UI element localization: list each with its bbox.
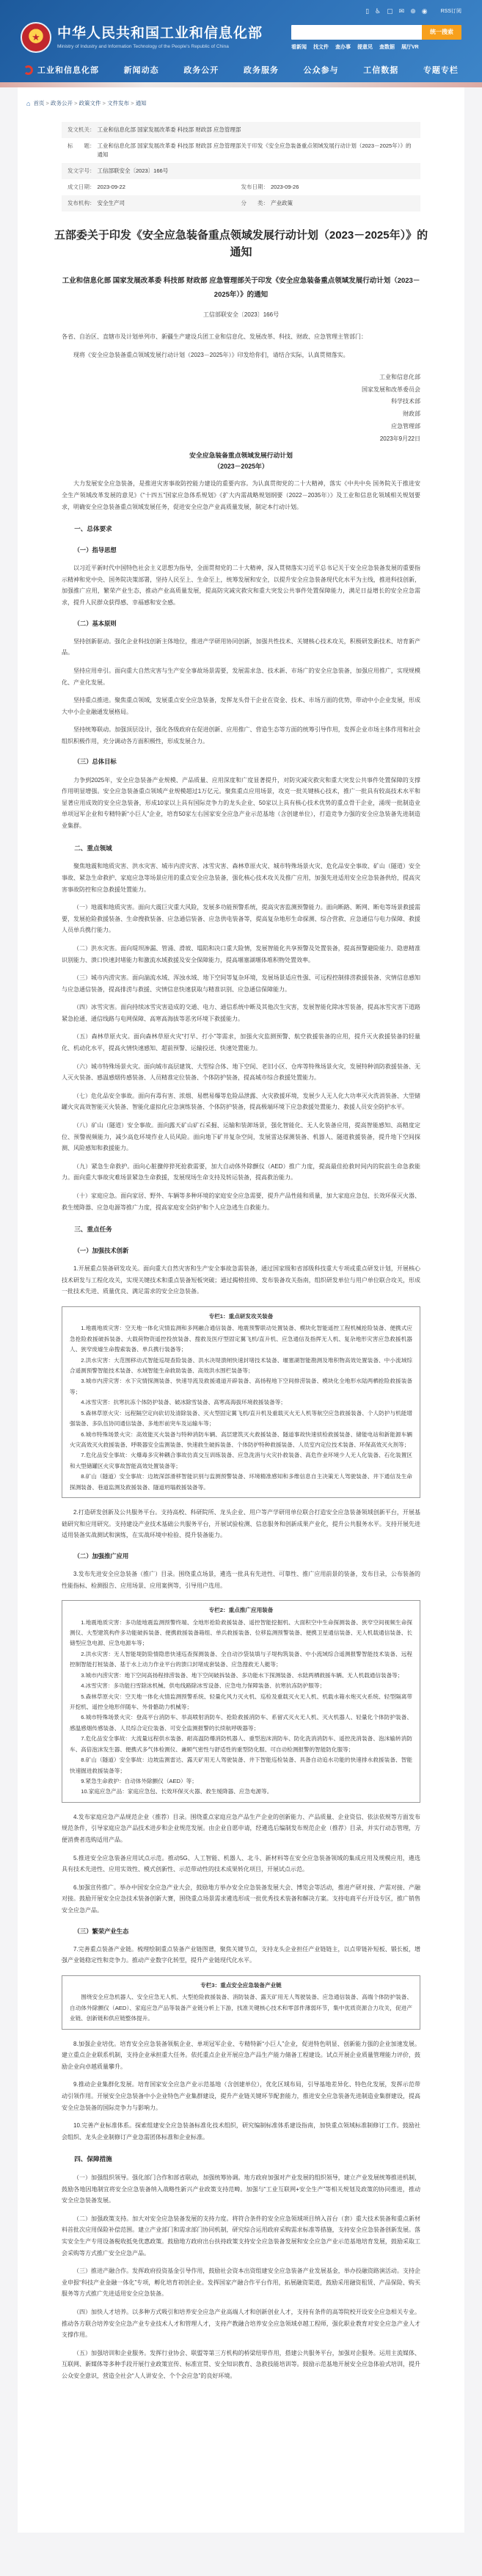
doc-signature-block — [62, 372, 420, 446]
doc-section-heading: 一、总体要求 — [74, 525, 112, 533]
page-title: 五部委关于印发《安全应急装备重点领域发展行动计划（2023－2025年）》的通知 — [54, 229, 428, 258]
meta-value: 工信部联安全〔2023〕166号 — [97, 167, 169, 174]
doc-paragraph: （二）洪水灾害。面向堤坝渗漏、管涌、滑坡、塌陷和决口重大险情，发展智能化共享预警及处置装备，提高预警避险能力、隐患精准识别能力、溃口快速封堵能力和激流水域救援及安全保障能力，提高堰塞湖堰体堆积物处置效率。 — [62, 944, 420, 963]
nav-emblem-icon[interactable] — [23, 65, 33, 75]
doc-paragraph: 7.完善重点装备产业链。梳理绘制重点装备产业链图谱，聚焦关键节点，支持龙头企业担任产业链链主，以点带链补短板、锻长板，增强产业链稳定性和竞争力。推动产业数字化转型，提升产业链现代化水平。 — [62, 1945, 420, 1964]
quick-link[interactable]: 展厅VR — [401, 44, 419, 50]
doc-paragraph: （二）加强政策支持。加大对安全应急装备发展的支持力度。将符合条件的安全应急领域项目纳入首台（套）重大技术装备和重点新材料首批次应用保险补偿范围。建立产业部门和需求部门协同机制，研究综合运用政府采购需求标准等措施，支持安全应急装备创新发展。落实安全生产专用设备税收抵免优惠政策。鼓励地方政府出台扶持政策支持安全应急装备发展和安全应急产业示范基地培育发展，鼓励采取工会采购等方式推广安全应急产品。 — [62, 2215, 420, 2257]
nav-item[interactable]: 政务服务 — [243, 66, 279, 75]
doc-signature-line: 科学技术部 — [391, 398, 420, 405]
brand[interactable] — [21, 22, 263, 53]
nav-item[interactable]: 工信数据 — [363, 66, 399, 75]
doc-paragraph: （四）加快人才培养。以多种方式吸引和培养安全应急产业高端人才和创新创业人才，支持有条件的高等院校开设安全应急相关专业。推动各方联合培养安全应急产业专业技术人才和管理人才，支持产教融合培养安全应急领域卓越工程师，强化职业教育对安全应急产业人才支撑作用。 — [62, 2309, 420, 2339]
doc-paragraph: （三）推进产融合作。发挥政府投资基金引导作用，鼓励社会资本出资组建安全应急装备产业发展基金，举办投融资路演活动。支持企业申报“科技产业金融一体化”专项，孵化培育初创企业。发挥国家产融合作平台作用，拓展融资渠道，鼓励采用融资租赁、产品保险、购买服务等方式推广先进适用安全应急装备。 — [62, 2268, 420, 2298]
quick-link[interactable]: 提意见 — [357, 44, 373, 50]
doc-subsection-heading: （一）指导思想 — [73, 546, 117, 554]
quick-link[interactable]: 找文件 — [313, 44, 329, 50]
breadcrumb-item[interactable]: 政务公开 — [51, 100, 73, 106]
column-box-line: 7.危化品安全事故：火爆毒多灾种耦合事故仿真交互训练装备、应急洗消与火灾扑救装备、高危作业环境少人无人化装备、石化装置区和大型储罐区火灾事故智能高效处置装备等； — [70, 1452, 412, 1469]
doc-column-box — [62, 1975, 420, 2030]
content-card — [18, 87, 464, 2533]
breadcrumb-separator: > — [44, 100, 51, 106]
nav-item[interactable]: 工业和信息化部 — [37, 66, 99, 75]
column-box-line: 围绕安全应急机器人、安全应急无人机、大型抢险救援装备、消防装备、露天矿用无人驾驶装备、应急通信装备、高端个体防护装备、自动体外除颤仪（AED）、家庭应急产品等装备产业链分析上下游，找准关键核心技术和零部件薄弱环节，集中优质资源合力攻关，促进产业链、创新链和供应链整体提升。 — [70, 1994, 412, 2022]
column-box-line: 2.洪水灾害：大范围移动式智能巡堤查险装备、洪水决堤溃闸快速封堵技术装备、堰塞湖智能勘测及堆积物高效处置装备、中小流域综合遥测预警智能技术装备、水域智能生命救助装备、高效洪水围栏装备等； — [70, 1356, 412, 1375]
meta-cell — [241, 183, 415, 192]
doc-paragraph: （五）加强培训和企业服务。发挥行业协会、联盟等第三方机构的桥梁纽带作用，搭建公共服务平台，加强对企服务。运用主流媒体、互联网、新媒体等多种手段开展行业政策宣传、标准宣贯、安全知识教育、急救技能培训等。鼓励示范基地开展安全应急体验式培训，提升公众安全意识，营造全社会“人人讲安全、个个会应急”的良好环境。 — [62, 2349, 420, 2380]
column-box-line: 2.洪水灾害：无人智能堤防险情隐患快速巡查探测装备、全自动沙袋装填与子堤构筑装备、中小流域综合遥测报警智能技术装备、远程控制智能打桩装备、基于水上动力作业平台的溃口封堵成套装备、应急搜救无人艇等； — [70, 1650, 412, 1668]
column-box-line: 6.城市特殊场景火灾：高效能灭火装备与特种消防车辆、高层建筑灭火救援装备、隧道事故快速侦检救援装备、储能电站和新能源车辆火灾高效灭火救援装备、呼吸器安全监测装备、快速救生破拆装备、个体防护特种救援装备、人员室内定位技术装备、环保高效灭火剂等； — [70, 1430, 412, 1448]
doc-column-box — [62, 1306, 420, 1498]
breadcrumb-separator: > — [73, 100, 79, 106]
breadcrumb — [18, 95, 464, 117]
meta-value: 工业和信息化部 国家发展改革委 科技部 财政部 应急管理部 — [97, 126, 241, 133]
breadcrumb-item[interactable]: 文件发布 — [107, 100, 130, 106]
doc-paragraph: （七）危化品安全事故。面向有毒有害、浓烟、易燃易爆等危险品泄露、火灾救援环境，发展少人无人化大功率灭火洗消装备、大型储罐火灾高效智能灭火装备、智能化虚拟化应急演练装备、个体防护装备，提高极端环境下应急救援处置能力、救援人员安全防护水平。 — [62, 1092, 420, 1111]
doc-subsection-heading: （三）繁荣产业生态 — [73, 1927, 129, 1935]
column-box-line: 5.森林草原火灾：远程隔空定向砍切及清除装备、灭火型固定翼飞机/直升机及重载灭火无人机等航空应急救援装备、个人防护与机能增强装备、多队伍协同通信装备、多地形前突车及运输车等； — [70, 1409, 412, 1428]
doc-section-heading: 三、重点任务 — [74, 1226, 112, 1234]
accessibility-icon[interactable]: ♿ — [375, 7, 381, 15]
column-box-title: 专栏2：重点推广应用装备 — [208, 1607, 274, 1614]
column-box-line: 3.城市内涝灾害：地下空间高扬程排涝装备、地下空间破拆装备、多功能水下探测装备、水陆两栖救援车辆、无人机载通信装备等； — [81, 1671, 404, 1679]
meta-cell — [241, 199, 415, 208]
column-box-title: 专栏1：重点研发攻关装备 — [208, 1312, 274, 1320]
breadcrumb-separator: > — [129, 100, 136, 106]
search-input[interactable] — [291, 25, 422, 40]
doc-title: 工业和信息化部 国家发展改革委 科技部 财政部 应急管理部关于印发《安全应急装备重点领域发展行动计划（2023－2025年）》的通知 — [62, 277, 420, 299]
doc-paragraph: 聚焦地震和地质灾害、洪水灾害、城市内涝灾害、冰雪灾害、森林草原火灾、城市特殊场景火灾、危化品安全事故、矿山（隧道）安全事故、紧急生命救护、家庭应急等场景应用的重点安全应急装备，强化核心技术攻关及推广应用，加强先进适用安全应急装备供给，提高灾害事故防控和应急救援处置能力。 — [62, 863, 420, 893]
mobile-icon[interactable]: ▯ — [365, 7, 370, 15]
meta-row — [62, 138, 420, 163]
doc-reference-number: 工信部联安全〔2023〕166号 — [202, 311, 280, 318]
doc-paragraph: 4.发布家庭应急产品规范企业（推荐）目录。围绕重点家庭应急产品生产企业的创新能力、产品质量、企业资信、依法依规等方面发布规范条件，引导家庭应急产品技术进步和企业规范发展。由企业自愿申请，经遴选后编制发布规范企业（推荐）目录，并实行动态管理，方便消费者选购适用产品。 — [62, 1813, 420, 1843]
doc-signature-line: 国家发展和改革委员会 — [362, 386, 420, 393]
doc-subsection-heading: （一）加强技术创新 — [73, 1246, 129, 1254]
doc-paragraph: （六）城市特殊场景火灾。面向城市高层建筑、大型综合体、地下空间、老旧小区、仓库等特殊场景火灾，发展特种消防救援装备、无人灭火装备、感温感烟传感装备、人员精准定位装备、个体防护装备，提高城市综合救援处置能力。 — [62, 1063, 420, 1082]
doc-salutation: 各省、自治区、直辖市及计划单列市、新疆生产建设兵团工业和信息化、发展改革、科技、财政、应急管理主管部门： — [62, 333, 367, 340]
meta-row — [62, 163, 420, 179]
doc-paragraph: 坚持创新驱动。强化企业科技创新主体地位，推进产学研用协同创新，加强共性技术、关键核心技术攻关，积极研发新技术、培育新产品。 — [62, 637, 420, 656]
meta-value: 2023-09-26 — [271, 184, 299, 190]
breadcrumb-item[interactable]: 政策文件 — [78, 100, 101, 106]
doc-section-heading: 四、保障措施 — [74, 2155, 112, 2163]
meta-value: 产业政策 — [271, 200, 293, 206]
meta-label: 分 类： — [241, 200, 269, 206]
doc-paragraph: （九）紧急生命救护。面向心脏骤停猝死抢救需要，加大自动体外除颤仪（AED）推广力度，提高最佳抢救时间内的院前生命急救能力。面向重大事故灾难场景紧急生命救援，发展现场生命支持及转运装备，提高救治能力。 — [62, 1162, 420, 1182]
nav-item[interactable]: 政务公开 — [183, 66, 219, 75]
quick-link[interactable]: 查数据 — [379, 44, 395, 50]
doc-paragraph: （一）地震和地质灾害。面向大震巨灾重大风险，发展多功能预警系统，提高灾害监测预警能力。面向断路、断网、断电等场景救援需要，发展抢险救援装备、生命搜救装备、应急通信装备、应急供电装备等，提高复杂地形生命探测、综合营救、应急通信与电力保障、救援人员单兵携行能力。 — [62, 904, 420, 934]
meta-row — [62, 179, 420, 195]
meta-label: 发文字号： — [67, 167, 95, 174]
meta-label: 发布机构： — [67, 200, 95, 206]
meta-label: 发布日期： — [241, 184, 269, 190]
doc-paragraph: 3.发布先进安全应急装备（推广）目录。围绕重点场景，遴选一批具有先进性、可靠性、推广应用前景的装备，发布目录，公布装备的性能指标、检测报告、应用场景、应用案例等，引导用户选用。 — [62, 1571, 420, 1589]
meta-value: 安全生产司 — [97, 200, 125, 206]
rss-link[interactable]: RSS订阅 — [440, 9, 461, 14]
doc-paragraph: 现将《安全应急装备重点领域发展行动计划（2023－2025年）》印发给你们，请结合实际，认真贯彻落实。 — [73, 352, 349, 359]
column-box-line: 6.城市特殊场景火灾：登高平台消防车、举高喷射消防车、抢险救援消防车、系留式灭火无人机、灭火机器人、轻量化个体防护装备、感温感烟传感装备、人员综合定位装备、可安全监测报警的长续航呼吸器等； — [70, 1714, 412, 1732]
banner-decor-strip — [0, 82, 482, 87]
nav-item[interactable]: 专题专栏 — [423, 66, 459, 75]
doc-paragraph: （五）森林草原火灾。面向森林草原火灾“打早、打小”等需求，加强火灾监测预警、航空救援装备的应用，提升灭火救援装备的轻量化、机动化水平，提高火情快速感知、超前预警、运输投送、快速处置能力。 — [62, 1033, 420, 1052]
column-box-line: 4.冰雪灾害：抗寒抗冻个体防护装备、破冰除雪装备、高寒高海拔环境救援装备等； — [81, 1399, 286, 1406]
doc-column-box — [62, 1600, 420, 1803]
doc-plan-title: 安全应急装备重点领域发展行动计划 — [189, 451, 293, 459]
doc-paragraph: 坚持统筹联动。加强顶层设计，强化各级政府在促进创新、应用推广、营造生态等方面的统筹引导作用，发挥企业市场主体作用和社会组织积极作用，充分调动各方面积极性，形成发展合力。 — [62, 726, 420, 745]
column-box-line: 8.矿山（隧道）安全事故：边坡监测雷达、露天矿用无人驾驶装备、井下智能巡检装备、具备自动追水功能的快速排水救援装备、智能快速掘进救援装备等； — [70, 1756, 412, 1774]
column-box-line: 3.城市内涝灾害：水下灾情探测装备、快速导流及救援通道开辟装备、高扬程地下空间排涝装备、模块化全地形水陆两栖抢险救援装备等； — [70, 1378, 412, 1395]
search-button[interactable]: 统一搜索 — [422, 25, 461, 40]
column-box-line: 1.地震地质灾害：空天地一体化灾情监测和多网融合通信装备、地震预警联动处置装备、模块化智能遥控工程机械抢险装备、便携式应急抢险救援破拆装备、大载荷物资遥控投放装备、搜救及医疗型固定翼飞机/直升机、应急通信及指挥无人机、复杂地形灾害应急救援机器人、狭窄废墟生命搜索装备、单兵携行装备等； — [70, 1325, 412, 1353]
main-nav — [21, 59, 461, 82]
quick-link[interactable]: 查办事 — [335, 44, 351, 50]
doc-signature-line: 应急管理部 — [391, 422, 420, 430]
column-box-line: 7.危化品安全事故：大流量远程供水装备、耐高温防爆消防机器人、重型泡沫消防车、防化洗消消防车、遥控洗消装备、泡沫输转消防车、高倍泡沫发生器、便携式多气体检测仪、兼顾气密性与舒适性的重型防化服、可自动检测报警的智能防化服等； — [70, 1735, 412, 1753]
doc-section-heading: 二、重点领域 — [74, 844, 112, 852]
meta-label: 成文日期： — [67, 184, 95, 190]
doc-subsection-heading: （二）加强推广应用 — [73, 1552, 129, 1560]
column-box-line: 1.地震地质灾害：多功能地震监测预警终端、全地形抢险救援装备、遥控智能挖掘机、大面积空中生命探测装备、狭窄空间视频生命探测仪、大型建筑构件多功能破拆装备、便携救援装备箱组、单兵救援装备、位移监测预警装备、便携卫星通信装备、无人机载通信装备、长储型应急电源、应急电源车等； — [70, 1618, 412, 1647]
doc-paragraph: （八）矿山（隧道）安全事故。面向露天矿山矿石采掘、运输和装卸场景，强化智能化、无人化装备应用，提高智能感知、高精度定位、预警视频能力，减少高危环境作业人员风险。面向地下矿井复杂空间，发展雷达探测装备、机器人、隧道救援装备，提升地下空间探测、风险感知和救援能力。 — [62, 1122, 420, 1152]
meta-label: 发文机关： — [67, 126, 95, 133]
column-box-line: 5.森林草原火灾：空天地一体化火情监测预警系统、轻量化风力灭火机、巡检及重载灭火无人机、机载水箱水炮灭火系统、轻型隔离带开挖机、遥控全地形伴随车、外骨骼助力机械等； — [70, 1693, 412, 1711]
doc-paragraph: 1.开展重点装备研发攻关。面向重大自然灾害和生产安全事故急需装备，通过国家级和省部级科技重大专项或重点研发计划，开展核心技术研发与工程化攻关，实现关键技术和重点装备短板突破；通过揭榜挂帅、发布装备攻关指南，组织研发单位与用户单位联合攻关，形成一批技术先进、质量优良、满足需求的安全应急装备。 — [62, 1265, 420, 1295]
column-box-title: 专栏3：重点安全应急装备产业链 — [200, 1981, 282, 1989]
doc-paragraph: 坚持重点推进。聚焦重点领域，发展重点安全应急装备，发挥龙头骨干企业在资金、技术、市场方面的优势，带动中小企业发展，形成大中小企业融通发展格局。 — [62, 697, 420, 715]
doc-subsection-heading: （三）总体目标 — [73, 758, 117, 766]
home-icon[interactable]: ⌂ — [26, 99, 31, 107]
meta-cell — [67, 167, 415, 176]
doc-paragraph: 9.推动企业集群化发展。培育国家安全应急产业示范基地（含创建单位），优化区域布局，引导基地差异化、特色化发展，发挥示范带动引领作用。开展安全应急装备中小企业特色产业集群建设，提升产业链关键环节配套能力，推进安全应急装备先进制造业集群建设，提高安全应急装备的国际竞争力与影响力。 — [62, 2081, 420, 2111]
document-meta-table — [62, 122, 420, 211]
doc-plan-title: （2023－2025年） — [213, 462, 269, 470]
elderly-mode-icon[interactable]: ▢ — [387, 7, 393, 15]
meta-cell — [67, 183, 241, 192]
column-box-line: 4.冰雪灾害：多功能扫雪除冰机械、供电线路除冰雪设备、应急电力保障装备、抗寒抗冻防护服等； — [81, 1682, 326, 1690]
doc-subsection-heading: （二）基本原则 — [73, 619, 117, 627]
weibo-icon[interactable]: ◉ — [421, 7, 428, 15]
column-box-line: 8.矿山（隧道）安全事故：边坡深部滑移智能识别与监测预警装备、环境精准感知和多维信息自主决策无人驾驶装备、井下通信及生命探测装备、巷道监测及救援装备、隧道坍塌救援装备等。 — [70, 1473, 412, 1491]
meta-cell — [67, 142, 415, 159]
mail-icon[interactable]: ✉ — [398, 7, 405, 15]
nav-item[interactable]: 公众参与 — [303, 66, 339, 75]
breadcrumb-item[interactable]: 首页 — [33, 100, 45, 106]
doc-paragraph: （四）冰雪灾害。面向持续冰雪灾害造成的交通、电力、通信系统中断及其他次生灾害，发展智能化除冰雪装备，提高冰雪灾害下道路紧急抢通、通信线路与电网保障、高寒高海拔等恶劣环境下救援能力。 — [62, 1004, 420, 1022]
nav-item[interactable]: 新闻动态 — [123, 66, 159, 75]
doc-paragraph: 10.完善产业标准体系。探索组建安全应急装备标准化技术组织，研究编制标准体系建设指南，加快重点领域标准制修订工作。鼓励社会组织、龙头企业制修订产业急需团体标准和企业标准。 — [62, 2122, 420, 2141]
doc-signature-line: 2023年9月22日 — [379, 435, 420, 442]
doc-paragraph: 5.推进安全应急装备应用试点示范。推动5G、人工智能、机器人、北斗、新材料等在安全应急装备领域的集成应用及规模应用，遴选具有技术先进性、应用实效性、模式创新性、示范带动性的技术成果转化项目，开展试点示范。 — [62, 1854, 420, 1873]
column-box-line: 9.紧急生命救护：自动体外除颤仪（AED）等； — [81, 1777, 197, 1784]
doc-signature-line: 工业和信息化部 — [379, 373, 420, 380]
doc-paragraph: 2.打造研发创新及公共服务平台。支持高校、科研院所、龙头企业、用户等产学研用单位联合打造安全应急装备领域创新平台，开展基础研究和应用研究。支持建设产业技术基础公共服务平台，开展试验检测、信息服务和创新成果产业化，提升公共服务水平。支持开展先进适用装备实战测试和演练，在实战环境中检验、提升装备能力。 — [62, 1509, 420, 1539]
doc-paragraph: 以习近平新时代中国特色社会主义思想为指导，全面贯彻党的二十大精神，深入贯彻落实习近平总书记关于安全应急装备发展的重要指示精神和党中央、国务院决策部署，坚持人民至上、生命至上，统筹发展和安全，以提升安全应急装备现代化水平为主线，推进科技创新，加强推广应用，繁荣产业生态，推动产业高质量发展，提高防灾减灾救灾和重大突发公共事件处置保障能力，满足日益增长的安全应急需求，提升人民群众获得感、幸福感和安全感。 — [62, 565, 420, 606]
doc-paragraph: 坚持应用牵引。面向重大自然灾害与生产安全事故场景需要，发展需求急、技术新、市场广的安全应急装备，加强应用推广，实现规模化、产业化发展。 — [62, 667, 420, 686]
meta-value: 2023-09-22 — [97, 184, 125, 190]
breadcrumb-item: 通知 — [135, 100, 147, 106]
utility-icons — [365, 8, 434, 15]
doc-paragraph: （一）加强组织领导。强化部门合作和部省联动，加强统筹协调。地方政府加强对产业发展的组织领导，建立产业发展统筹推进机制，鼓励各地因地制宜将安全应急装备纳入战略性新兴产业政策支持范畴。加强与“工业互联网+安全生产”等相关规划及政策的协同推进，推动安全应急装备发展。 — [62, 2174, 420, 2204]
doc-paragraph: （三）城市内涝灾害。面向湍流水域、浑浊水域、地下空间等复杂环境，发展场景适应性强、可远程控制排涝救援装备、灾情信息感知与应急通信装备，提高排涝与救援、灾情信息快速获取与精准识别、应急通信保障能力。 — [62, 974, 420, 993]
meta-value: 工业和信息化部 国家发展改革委 科技部 财政部 应急管理部关于印发《安全应急装备重点领域发展行动计划（2023－2025年）》的通知 — [97, 142, 412, 158]
doc-signature-line: 财政部 — [403, 410, 420, 418]
doc-paragraph: 6.加强宣传推广。举办中国安全应急产业大会，鼓励地方举办安全应急装备发展大会、博览会等活动，推进产研对接、产需对接、产融对接。鼓励开展安全应急技术装备创新大赛，围绕重点场景需求遴选形成一批优秀技术装备和解决方案。支持电商平台开设专区，推广销售安全应急产品。 — [62, 1884, 420, 1914]
meta-row — [62, 195, 420, 211]
national-emblem-icon: ★ — [21, 22, 51, 53]
meta-row — [62, 122, 420, 138]
ministry-name: 中华人民共和国工业和信息化部 — [57, 26, 263, 42]
utility-bar — [21, 4, 461, 18]
doc-paragraph: 大力发展安全应急装备，是推进灾害事故防控能力建设的重要内容。为认真贯彻党的二十大精神，落实《中共中央 国务院关于推进安全生产领域改革发展的意见》《“十四五”国家应急体系规划》《扩大内需战略规划纲要（2022－2035年）》及工业和信息化领域相关规划要求，明确安全应急装备重点领域发展任务，促进安全应急产业高质量发展，制定本行动计划。 — [62, 480, 420, 510]
meta-cell — [67, 199, 241, 208]
document-body — [62, 274, 420, 2382]
quick-link[interactable]: 看新闻 — [291, 44, 307, 50]
share-icon[interactable]: ⊕ — [410, 7, 416, 15]
doc-paragraph: （十）家庭应急。面向家居、野外、车辆等多种环境的家庭安全应急需要，提升产品性能和质量，加大家庭应急包、长效环保灭火器、救生缓降器、应急电源等推广力度，提高家庭安全防护和个人应急逃生自救能力。 — [62, 1193, 420, 1211]
doc-paragraph: 8.加强企业培优。培育安全应急装备领航企业、单项冠军企业、专精特新“小巨人”企业，促进特色明显、创新能力强的企业加速发展。建立重点企业联系机制，支持企业承担重大任务。依托重点企业开展应急产品生产能力储备工程建设。试点开展企业质量管理能力评价，鼓励企业向卓越质量攀升。 — [62, 2040, 420, 2070]
column-box-line: 10.家庭应急产品：家庭应急包、长效环保灭火器、救生缓降器、应急电源等。 — [81, 1788, 273, 1795]
meta-label: 标 题： — [67, 142, 95, 149]
search-quick-links — [291, 43, 461, 51]
site-banner — [0, 0, 482, 82]
doc-paragraph: 力争到2025年，安全应急装备产业规模、产品质量、应用深度和广度显著提升，对防灾减灾救灾和重大突发公共事件处置保障的支撑作用明显增强。安全应急装备重点领域产业规模超过1万亿元。聚焦重点应用场景，攻克一批关键核心技术，推广一批具有较高技术水平和显著应用成效的安全应急装备，形成10家以上具有国际竞争力的龙头企业、50家以上具有核心技术优势的重点骨干企业，涌现一批制造业单项冠军企业和专精特新“小巨人”企业，培育50家左右国家安全应急产业示范基地（含创建单位），打造竞争力强的安全应急装备先进制造业集群。 — [62, 776, 420, 830]
meta-cell — [67, 126, 415, 134]
breadcrumb-separator: > — [101, 100, 108, 106]
ministry-name-en: Ministry of Industry and Information Technology of the People's Republic of China — [57, 43, 229, 49]
